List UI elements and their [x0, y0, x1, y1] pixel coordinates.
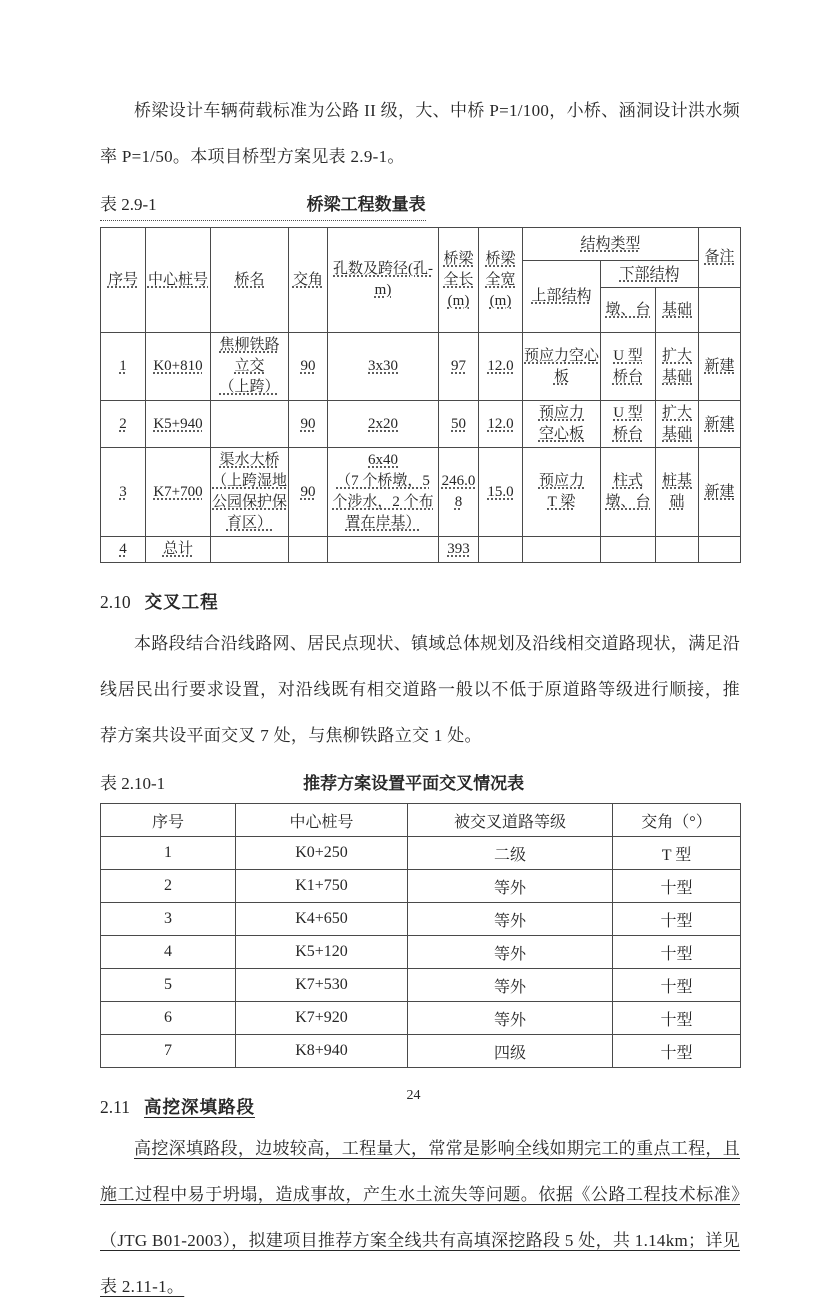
- cell-width: 15.0: [479, 448, 523, 537]
- cell-seq: 2: [101, 870, 236, 903]
- bridge-table-caption: [100, 192, 740, 221]
- col-header-bridge-name: 桥名: [211, 228, 289, 333]
- table-row: [101, 1035, 741, 1068]
- cell-station: K7+530: [236, 969, 408, 1002]
- col-header-seq: 序号: [101, 228, 146, 333]
- cell-road-grade: 等外: [408, 903, 613, 936]
- cell-foundation: 扩大 基础: [656, 333, 699, 401]
- caption-gap: [165, 788, 303, 789]
- col-header-substructure: 下部结构: [601, 261, 699, 288]
- cell-station: K1+750: [236, 870, 408, 903]
- cell-width: 12.0: [479, 401, 523, 448]
- col-header-structure-type: 结构类型: [523, 228, 699, 261]
- col-header-angle: 交角: [289, 228, 328, 333]
- crossing-table-caption: [100, 771, 740, 797]
- header-row: [101, 804, 741, 837]
- table-row: [101, 870, 741, 903]
- empty-header-cell: [699, 288, 741, 333]
- bridge-quantity-table: [100, 227, 741, 563]
- cell-station: K4+650: [236, 903, 408, 936]
- cell-seq: 7: [101, 1035, 236, 1068]
- cell-angle: 90: [289, 401, 328, 448]
- col-header-spans: 孔数及跨径(孔-m): [328, 228, 439, 333]
- cell-bridge-name: 焦柳铁路 立交 （上跨）: [211, 333, 289, 401]
- col-header-seq: 序号: [101, 804, 236, 837]
- cell-spans: 3x30: [328, 333, 439, 401]
- cell-foundation: 扩大 基础: [656, 401, 699, 448]
- cell-pier: U 型 桥台: [601, 401, 656, 448]
- table-title: 推荐方案设置平面交叉情况表: [303, 774, 525, 793]
- cell-length: 246.08: [439, 448, 479, 537]
- cell-seq: 4: [101, 537, 146, 563]
- cell-road-grade: 等外: [408, 936, 613, 969]
- cell-station: K5+940: [146, 401, 211, 448]
- cell-bridge-name: 渠水大桥（上跨湿地公园保护保育区）: [211, 448, 289, 537]
- cell-seq: 6: [101, 1002, 236, 1035]
- cell-pier: 柱式 墩、台: [601, 448, 656, 537]
- cell-road-grade: 等外: [408, 1002, 613, 1035]
- col-header-superstructure: 上部结构: [523, 261, 601, 333]
- cell-road-grade: 四级: [408, 1035, 613, 1068]
- table-row: [101, 969, 741, 1002]
- cell-station: 总计: [146, 537, 211, 563]
- table-number-label: 表 2.9-1: [100, 195, 157, 214]
- col-header-pier-abutment: 墩、台: [601, 288, 656, 333]
- cell-station: K7+700: [146, 448, 211, 537]
- cell-angle: [289, 537, 328, 563]
- cell-superstructure: [523, 537, 601, 563]
- col-header-remark: 备注: [699, 228, 741, 288]
- cell-remark: 新建: [699, 333, 741, 401]
- cell-pier: U 型 桥台: [601, 333, 656, 401]
- cell-station: K0+810: [146, 333, 211, 401]
- cell-angle: 十型: [613, 1002, 741, 1035]
- col-header-station: 中心桩号: [146, 228, 211, 333]
- cell-length: 97: [439, 333, 479, 401]
- cell-station: K0+250: [236, 837, 408, 870]
- col-header-station: 中心桩号: [236, 804, 408, 837]
- cell-length: 393: [439, 537, 479, 563]
- cell-bridge-name: [211, 537, 289, 563]
- cell-angle: 十型: [613, 903, 741, 936]
- cell-angle: 十型: [613, 969, 741, 1002]
- section-number: 2.11: [100, 1097, 130, 1117]
- caption-underline-wrap: [100, 192, 426, 221]
- cell-seq: 5: [101, 969, 236, 1002]
- table-row: [101, 1002, 741, 1035]
- cell-remark: 新建: [699, 448, 741, 537]
- caption-gap: [157, 209, 307, 210]
- section-number: 2.10: [100, 592, 131, 612]
- cell-remark: [699, 537, 741, 563]
- caption-wrap: [100, 771, 524, 797]
- table-row: [101, 401, 741, 448]
- table-row: [101, 333, 741, 401]
- section-title: 高挖深填路段: [143, 1097, 255, 1117]
- col-header-total-width: 桥梁全宽(m): [479, 228, 523, 333]
- cell-superstructure: 预应力 空心板: [523, 401, 601, 448]
- cell-road-grade: 等外: [408, 969, 613, 1002]
- cell-spans: 6x40 （7 个桥墩，5 个涉水，2 个布置在岸基）: [328, 448, 439, 537]
- cell-road-grade: 二级: [408, 837, 613, 870]
- page-number: 24: [406, 1088, 421, 1103]
- cell-angle: 十型: [613, 936, 741, 969]
- cell-angle: 十型: [613, 870, 741, 903]
- cell-foundation: [656, 537, 699, 563]
- cell-width: [479, 537, 523, 563]
- table-row: [101, 903, 741, 936]
- col-header-angle: 交角（°）: [613, 804, 741, 837]
- cell-length: 50: [439, 401, 479, 448]
- cell-seq: 2: [101, 401, 146, 448]
- col-header-total-length: 桥梁全长(m): [439, 228, 479, 333]
- cell-seq: 4: [101, 936, 236, 969]
- cell-angle: T 型: [613, 837, 741, 870]
- cell-foundation: 桩基础: [656, 448, 699, 537]
- table-number-label: 表 2.10-1: [100, 774, 166, 793]
- table-row: [101, 936, 741, 969]
- section-title: 交叉工程: [144, 592, 219, 612]
- cell-superstructure: 预应力空心板: [523, 333, 601, 401]
- cell-station: K8+940: [236, 1035, 408, 1068]
- cell-seq: 3: [101, 448, 146, 537]
- section-2-11-paragraph: 高挖深填路段，边坡较高，工程量大，常常是影响全线如期完工的重点工程，且施工过程中易于坍塌，造成事故，产生水土流失等问题。依据《公路工程技术标准》（JTG B01-2003），拟建项目推荐方案全线共有高填深挖路段 5 处，共 1.14km；详见表 2.11-1。: [100, 1139, 740, 1296]
- page-content: [100, 0, 740, 1310]
- cell-superstructure: 预应力 T 梁: [523, 448, 601, 537]
- cell-angle: 90: [289, 333, 328, 401]
- intro-paragraph: 桥梁设计车辆荷载标准为公路 II 级，大、中桥 P=1/100，小桥、涵洞设计洪水频率 P=1/50。本项目桥型方案见表 2.9-1。: [100, 101, 740, 166]
- cell-station: K5+120: [236, 936, 408, 969]
- cell-road-grade: 等外: [408, 870, 613, 903]
- cell-width: 12.0: [479, 333, 523, 401]
- section-heading-2-10: [100, 589, 740, 615]
- cell-seq: 3: [101, 903, 236, 936]
- crossing-table: [100, 803, 741, 1068]
- col-header-road-grade: 被交叉道路等级: [408, 804, 613, 837]
- table-row: [101, 837, 741, 870]
- table-title: 桥梁工程数量表: [306, 195, 426, 214]
- cell-remark: 新建: [699, 401, 741, 448]
- header-row: [101, 228, 741, 261]
- cell-seq: 1: [101, 837, 236, 870]
- section-2-10-paragraph: 本路段结合沿线路网、居民点现状、镇域总体规划及沿线相交道路现状，满足沿线居民出行要求设置，对沿线既有相交道路一般以不低于原道路等级进行顺接，推荐方案共设平面交叉 7 处，与焦柳铁路立交 1 处。: [100, 634, 740, 745]
- table-row: [101, 448, 741, 537]
- cell-seq: 1: [101, 333, 146, 401]
- cell-pier: [601, 537, 656, 563]
- cell-spans: [328, 537, 439, 563]
- cell-bridge-name: [211, 401, 289, 448]
- cell-station: K7+920: [236, 1002, 408, 1035]
- col-header-foundation: 基础: [656, 288, 699, 333]
- cell-angle: 十型: [613, 1035, 741, 1068]
- table-row: [101, 537, 741, 563]
- cell-spans: 2x20: [328, 401, 439, 448]
- cell-angle: 90: [289, 448, 328, 537]
